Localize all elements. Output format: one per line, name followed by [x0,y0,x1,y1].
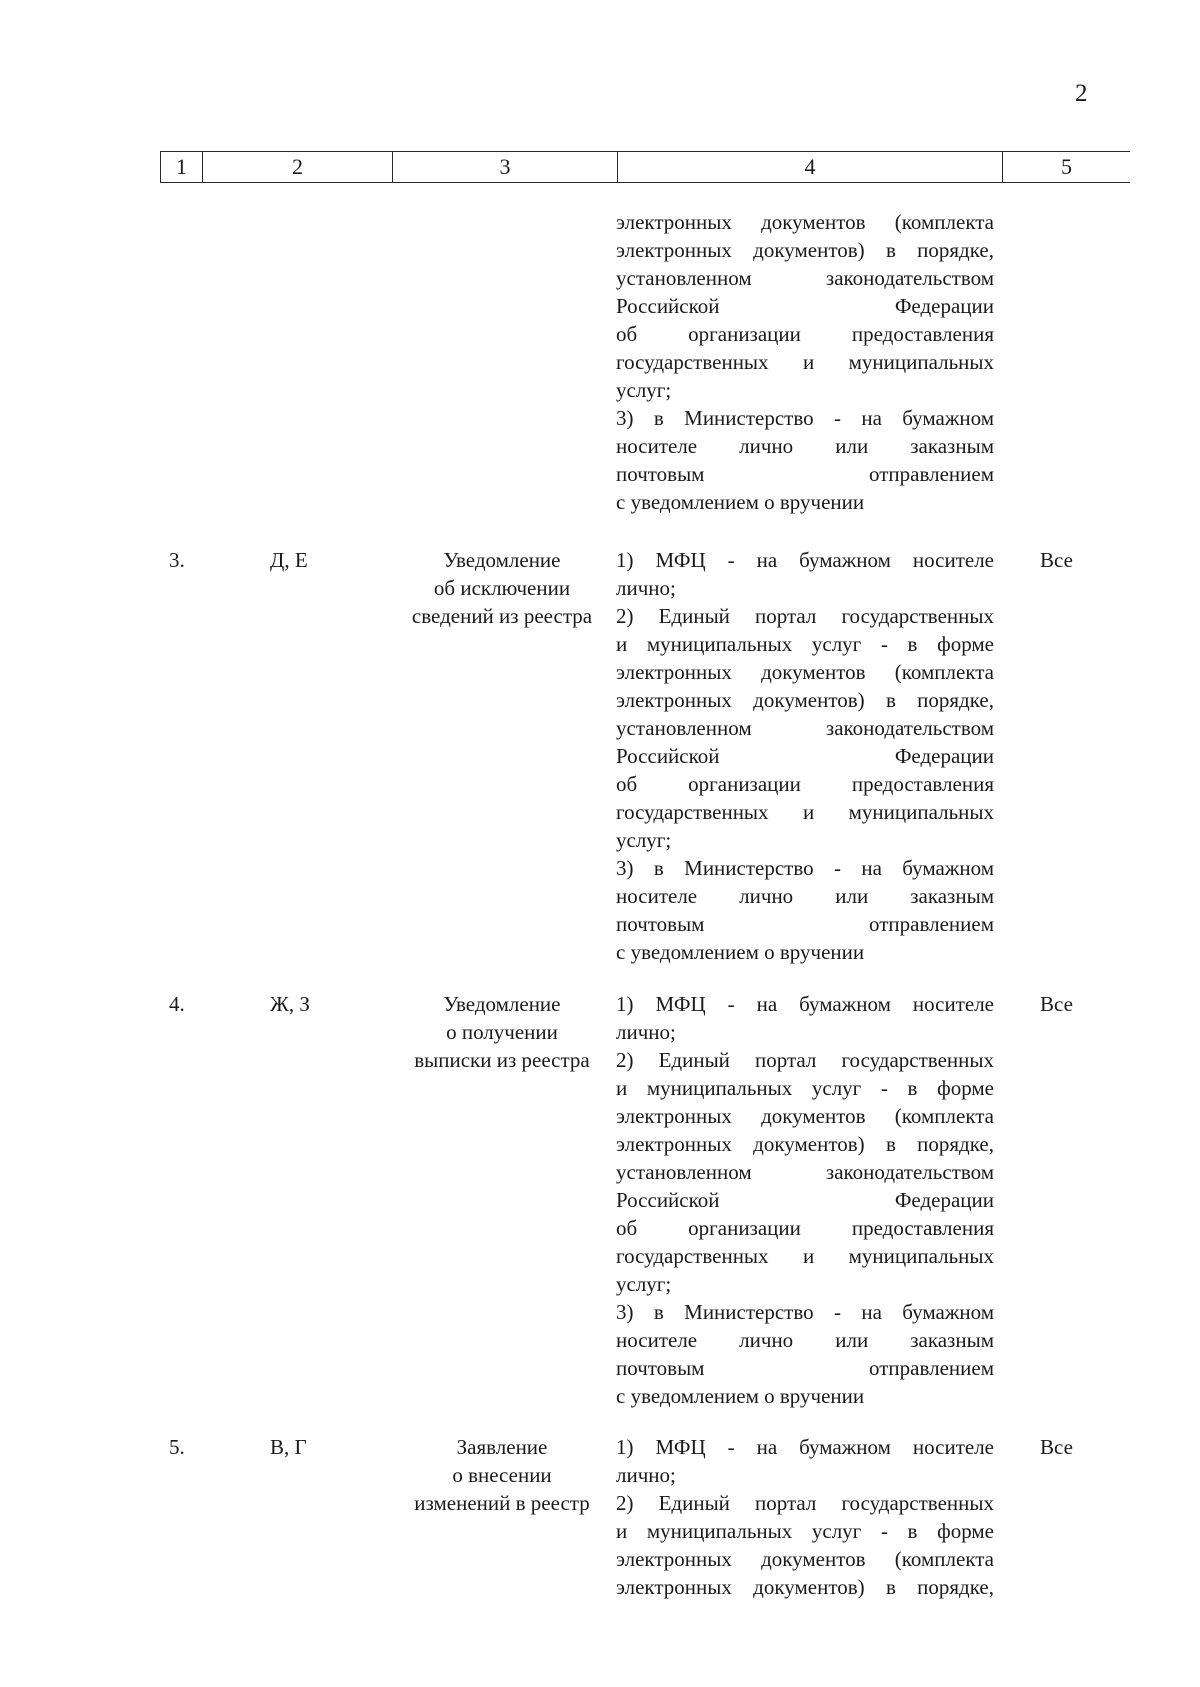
text-line: 3) в Министерство - на бумажном [616,406,994,430]
text-line: 1) МФЦ - на бумажном носителе [616,992,994,1016]
text-line: с уведомлением о вручении [616,490,865,514]
text-line: об организации предоставления [616,772,994,796]
text-line: Российской Федерации [616,1188,994,1212]
text-line: и муниципальных услуг - в форме [616,1519,994,1543]
header-col-4: 4 [617,152,1002,182]
doc-line: выписки из реестра [414,1048,590,1072]
text-line: электронных документов) в порядке, [616,688,994,712]
text-line: услуг; [616,378,672,402]
text-line: Российской Федерации [616,744,994,768]
doc-line: Уведомление [443,992,561,1016]
continuation-text [616,208,994,516]
text-line: электронных документов (комплекта [616,210,994,234]
row-document [392,990,612,1074]
text-line: электронных документов (комплекта [616,1104,994,1128]
text-line: и муниципальных услуг - в форме [616,632,994,656]
text-line: об организации предоставления [616,1216,994,1240]
text-line: электронных документов (комплекта [616,660,994,684]
doc-line: Уведомление [443,548,561,572]
text-line: с уведомлением о вручении [616,940,865,964]
text-line: 2) Единый портал государственных [616,1048,994,1072]
row-document [392,546,612,630]
text-line: лично; [616,576,676,600]
row-number: 3. [169,548,185,572]
header-col-5: 5 [1002,152,1130,182]
text-line: услуг; [616,828,672,852]
text-line: почтовым отправлением [616,912,994,936]
text-line: и муниципальных услуг - в форме [616,1076,994,1100]
text-line: государственных и муниципальных [616,1244,994,1268]
text-line: установленном законодательством [616,716,994,740]
row-forms: Ж, З [270,992,310,1016]
text-line: электронных документов) в порядке, [616,238,994,262]
text-line: 2) Единый портал государственных [616,1491,994,1515]
text-line: 1) МФЦ - на бумажном носителе [616,1435,994,1459]
text-line: 2) Единый портал государственных [616,604,994,628]
text-line: носителе лично или заказным [616,884,994,908]
row-applicants: Все [1040,992,1073,1016]
doc-line: об исключении [433,576,571,600]
text-line: носителе лично или заказным [616,434,994,458]
text-line: 3) в Министерство - на бумажном [616,856,994,880]
text-line: с уведомлением о вручении [616,1384,865,1408]
text-line: лично; [616,1020,676,1044]
text-line: установленном законодательством [616,1160,994,1184]
text-line: Российской Федерации [616,294,994,318]
doc-line: Заявление [456,1435,548,1459]
header-col-1: 1 [160,152,202,182]
doc-line: сведений из реестра [411,604,593,628]
row-forms: В, Г [270,1435,307,1459]
row-number: 5. [169,1435,185,1459]
text-line: 1) МФЦ - на бумажном носителе [616,548,994,572]
table-header [160,151,1130,183]
row-applicants: Все [1040,1435,1073,1459]
doc-line: о получении [446,1020,558,1044]
text-line: установленном законодательством [616,266,994,290]
header-col-2: 2 [202,152,392,182]
text-line: об организации предоставления [616,322,994,346]
text-line: электронных документов) в порядке, [616,1132,994,1156]
row-submission-methods [616,990,994,1410]
text-line: электронных документов (комплекта [616,1547,994,1571]
text-line: государственных и муниципальных [616,800,994,824]
text-line: носителе лично или заказным [616,1328,994,1352]
header-col-3: 3 [392,152,617,182]
text-line: услуг; [616,1272,672,1296]
doc-line: о внесении [452,1463,552,1487]
row-applicants: Все [1040,548,1073,572]
row-forms: Д, Е [270,548,308,572]
row-number: 4. [169,992,185,1016]
page-number: 2 [1075,80,1088,107]
text-line: почтовым отправлением [616,1356,994,1380]
text-line: почтовым отправлением [616,462,994,486]
text-line: 3) в Министерство - на бумажном [616,1300,994,1324]
doc-line: изменений в реестр [414,1491,590,1515]
row-submission-methods [616,546,994,966]
text-line: лично; [616,1463,676,1487]
text-line: государственных и муниципальных [616,350,994,374]
text-line: электронных документов) в порядке, [616,1575,994,1599]
row-document [392,1433,612,1517]
row-submission-methods [616,1433,994,1601]
